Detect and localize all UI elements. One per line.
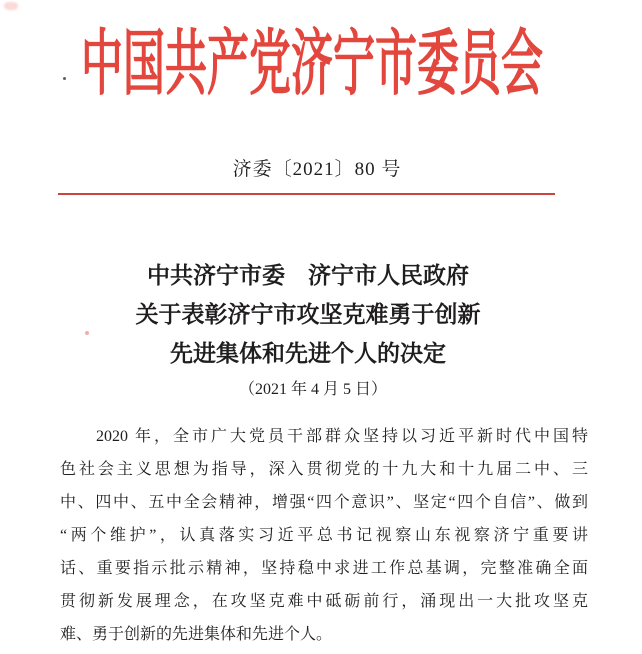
- body-text-line-6: 贯彻新发展理念，在攻坚克难中砥砺前行，涌现出一大批攻坚克: [60, 593, 588, 610]
- body-text-line-5: 话、重要指示批示精神，坚持稳中求进工作总基调，完整准确全面: [60, 560, 588, 577]
- body-text-line-3: 中、四中、五中全会精神，增强“四个意识”、坚定“四个自信”、做到: [60, 494, 588, 511]
- document-title: [0, 256, 629, 373]
- document-date: （2021 年 4 月 5 日）: [238, 381, 387, 398]
- document-title-line-3: 先进集体和先进个人的决定: [170, 341, 446, 366]
- body-text-line-7: 难、勇于创新的先进集体和先进个人。: [60, 626, 333, 643]
- letterhead-issuing-authority: 中国共产党济宁市委员会: [80, 26, 543, 106]
- body-text-line-4: “两个维护”，认真落实习近平总书记视察山东视察济宁重要讲: [60, 527, 588, 544]
- document-title-line-2: 关于表彰济宁市攻坚克难勇于创新: [135, 302, 481, 327]
- scan-artifact: [4, 2, 18, 10]
- document-title-line-1: 中共济宁市委 济宁市人民政府: [147, 263, 469, 288]
- document-number: 济委〔2021〕80 号: [232, 159, 402, 180]
- body-text-line-2: 色社会主义思想为指导，深入贯彻党的十九大和十九届二中、三: [60, 461, 588, 478]
- red-divider-line: [58, 193, 555, 195]
- body-paragraph: [60, 420, 588, 651]
- body-text-line-1: 2020 年，全市广大党员干部群众坚持以习近平新时代中国特: [96, 428, 588, 445]
